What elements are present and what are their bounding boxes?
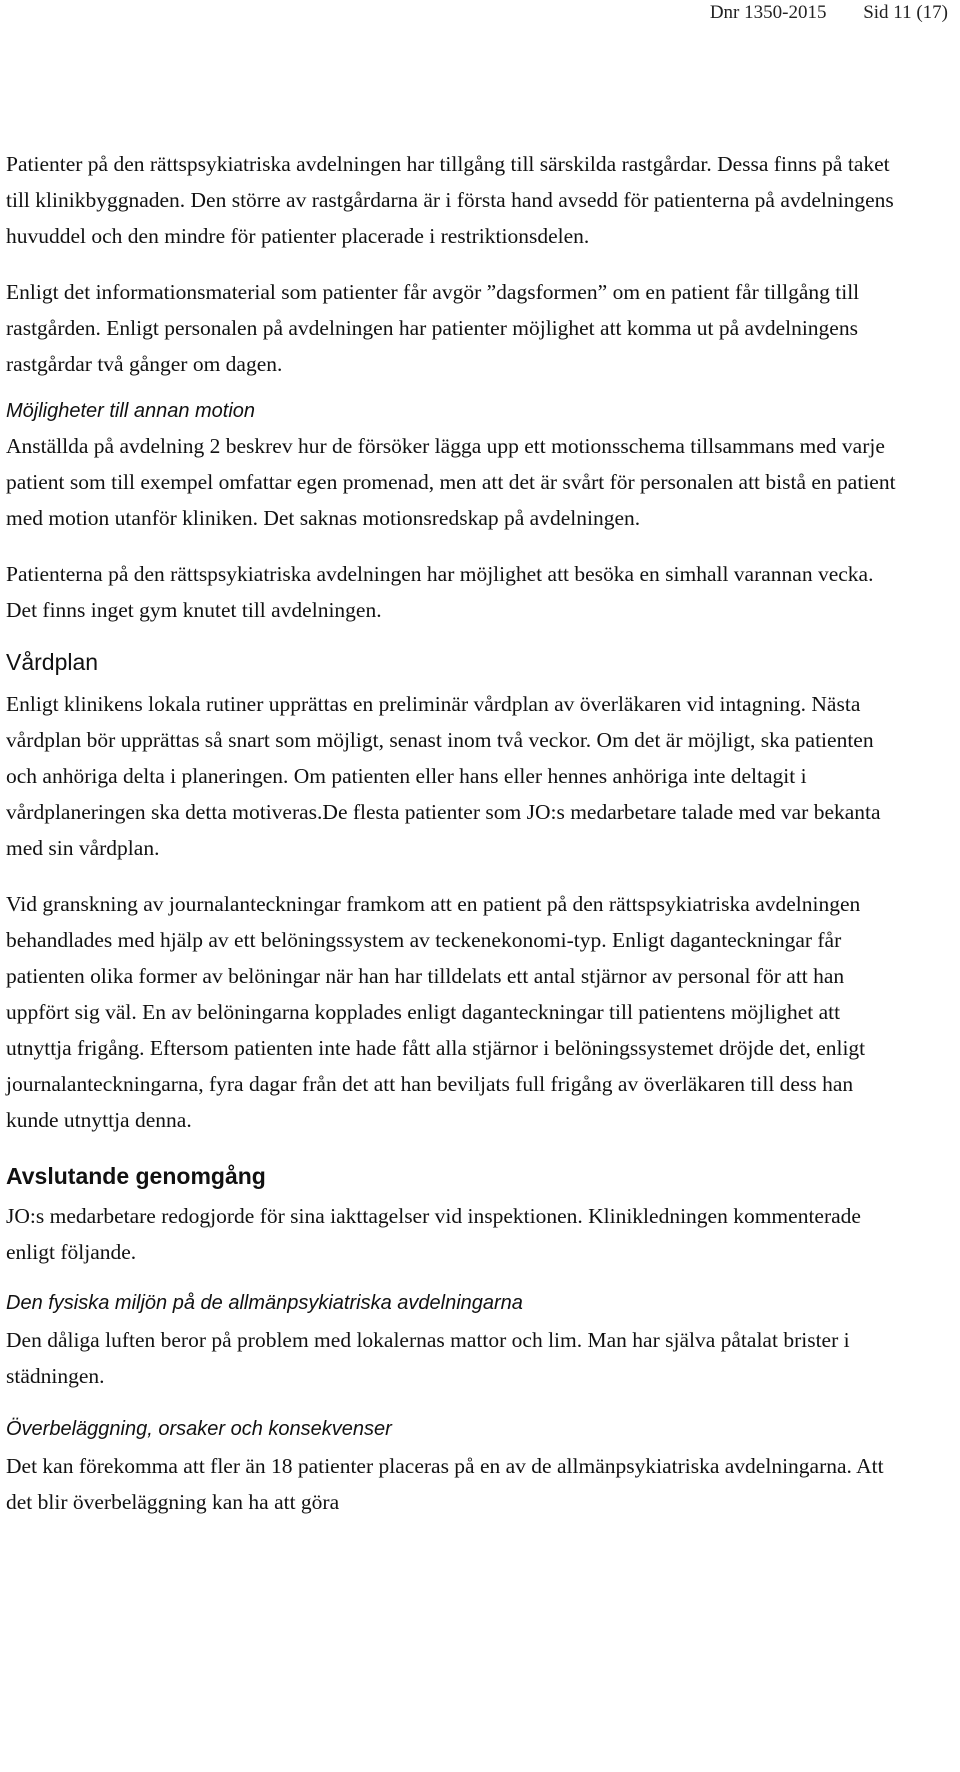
heading-fysiska-miljon: Den fysiska miljön på de allmänpsykiatriska avdelningarna (6, 1292, 523, 1314)
paragraph-rastgardar: Patienter på den rättspsykiatriska avdelningen har tillgång till särskilda rastgårdar. Dessa finns på taket till klinikbyggnaden. Den större av rastgårdarna är i första hand avsedd för patienterna på avdelningens huvuddel och den mindre för patienter placerade i restriktionsdelen. (6, 152, 894, 248)
document-body (6, 146, 906, 1520)
paragraph-daliga-luften: Den dåliga luften beror på problem med lokalernas mattor och lim. Man har själva påtalat brister i städningen. (6, 1328, 850, 1388)
paragraph-redogjorde: JO:s medarbetare redogjorde för sina iakttagelser vid inspektionen. Klinikledningen kommenterade enligt följande. (6, 1204, 861, 1264)
paragraph-journalanteckningar: Vid granskning av journalanteckningar framkom att en patient på den rättspsykiatriska avdelningen behandlades med hjälp av ett belöningssystem av teckenekonomi-typ. Enligt daganteckningar får patienten olika former av belöningar när han har tilldelats ett antal stjärnor av personal för att han uppfört sig väl. En av belöningarna kopplades enligt daganteckningar till patientens möjlighet att utnyttja frigång. Eftersom patienten inte hade fått alla stjärnor i belöningssystemet dröjde det, enligt journalanteckningarna, fyra dagar från det att han beviljats full frigång av överläkaren till dess han kunde utnyttja denna. (6, 892, 866, 1132)
heading-avslutande-genomgang: Avslutande genomgång (6, 1163, 266, 1189)
paragraph-dagsformen: Enligt det informationsmaterial som patienter får avgör ”dagsformen” om en patient får tillgång till rastgården. Enligt personalen på avdelningen har patienter möjlighet att komma ut på avdelningens rastgårdar två gånger om dagen. (6, 280, 860, 376)
page-number: Sid 11 (17) (863, 2, 948, 23)
page-header (678, 2, 948, 24)
paragraph-overbelaggning: Det kan förekomma att fler än 18 patienter placeras på en av de allmänpsykiatriska avdelningarna. Att det blir överbeläggning kan ha att göra (6, 1454, 884, 1514)
heading-annan-motion: Möjligheter till annan motion (6, 400, 256, 422)
paragraph-simhall: Patienterna på den rättspsykiatriska avdelningen har möjlighet att besöka en simhall varannan vecka. Det finns inget gym knutet till avdelningen. (6, 562, 874, 622)
paragraph-motionsschema: Anställda på avdelning 2 beskrev hur de försöker lägga upp ett motionsschema tillsammans med varje patient som till exempel omfattar egen promenad, men att det är svårt för personalen att bistå en patient med motion utanför kliniken. Det saknas motionsredskap på avdelningen. (6, 434, 896, 530)
document-number: Dnr 1350-2015 (709, 2, 827, 23)
paragraph-vardplan-rutiner: Enligt klinikens lokala rutiner upprättas en preliminär vårdplan av överläkaren vid intagning. Nästa vårdplan bör upprättas så snart som möjligt, senast inom två veckor. Om det är möjligt, ska patienten och anhöriga delta i planeringen. Om patienten eller hans eller hennes anhöriga inte deltagit i vårdplaneringen ska detta motiveras.De flesta patienter som JO:s medarbetare talade med var bekanta med sin vårdplan. (6, 692, 881, 860)
heading-vardplan: Vårdplan (6, 649, 99, 675)
heading-overbelaggning: Överbeläggning, orsaker och konsekvenser (6, 1418, 392, 1440)
